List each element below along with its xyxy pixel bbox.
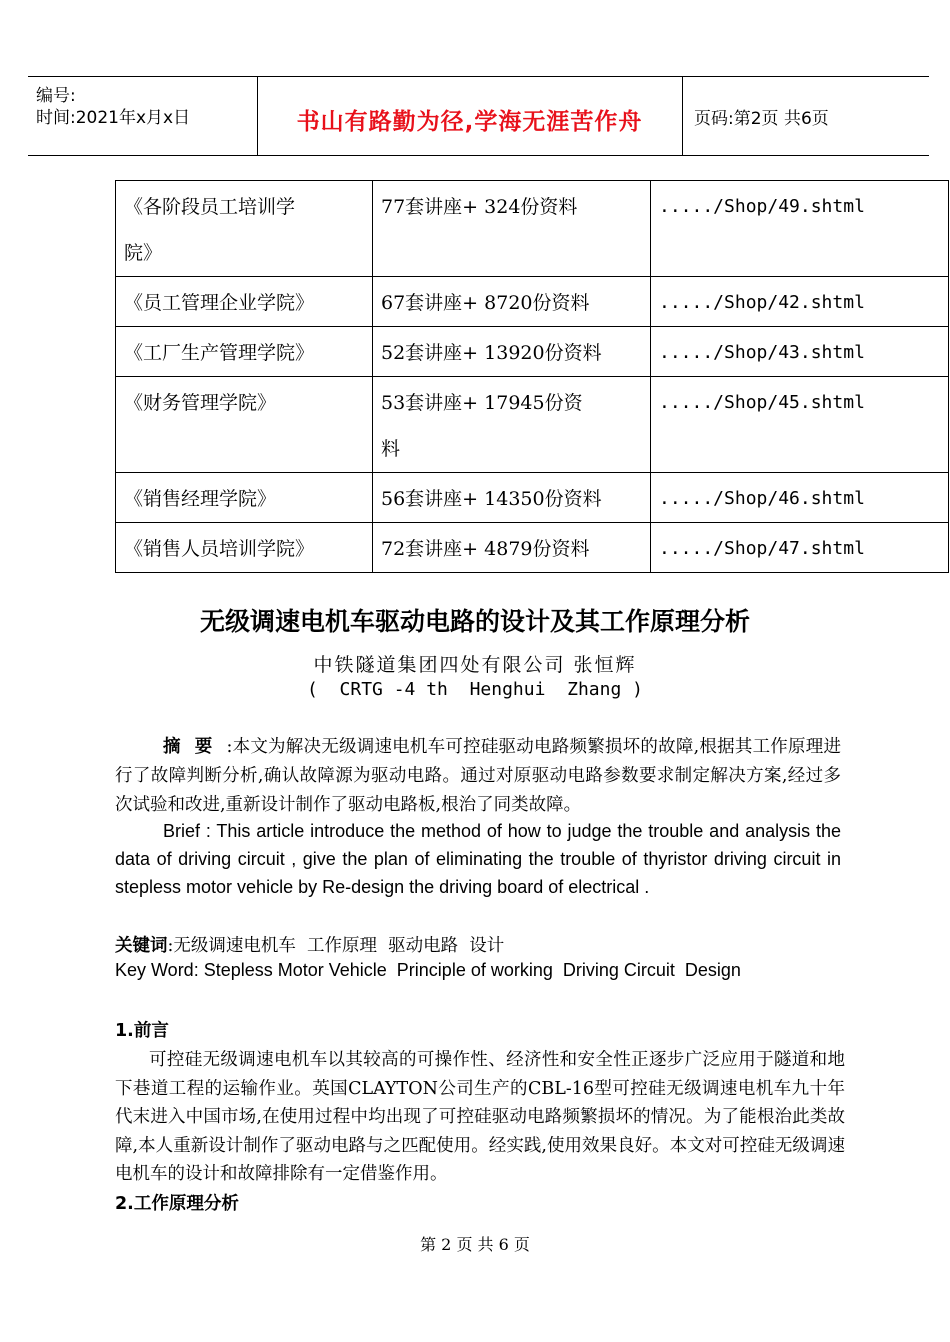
table-row [116,377,949,473]
table-cell-link[interactable]: ...../Shop/43.shtml [651,327,949,377]
section-1-body: 可控硅无级调速电机车以其较高的可操作性、经济性和安全性正逐步广泛应用于隧道和地下巷道工程的运输作业。英国CLAYTON公司生产的CBL-16型可控硅无级调速电机车九十年代末进入中国市场,在使用过程中均出现了可控硅驱动电路频繁损坏的情况。为了能根治此类故障,本人重新设计制作了驱动电路与之匹配使用。经实践,使用效果良好。本文对可控硅无级调速电机车的设计和故障排除有一定借鉴作用。 [115,1050,845,1184]
header-motto: 书山有路勤为径,学海无涯苦作舟 [296,108,643,135]
table-row [116,277,949,327]
header-page-number: 页码:第2页 共6页 [694,108,829,129]
keywords-label: 关键词 [115,936,168,956]
author-english: ( CRTG -4 th Henghui Zhang ) [307,679,643,700]
table-cell-content: 72套讲座+ 4879份资料 [373,523,651,573]
section-1-heading: 1.前言 [115,1021,169,1041]
table-cell-name: 《员工管理企业学院》 [116,277,373,327]
table-cell-name: 《工厂生产管理学院》 [116,327,373,377]
header-page-cell [682,77,929,155]
page-footer: 第 2 页 共 6 页 [420,1235,530,1254]
table-cell-link[interactable]: ...../Shop/42.shtml [651,277,949,327]
table-row [116,327,949,377]
table-cell-link[interactable]: ...../Shop/47.shtml [651,523,949,573]
keywords-english: Key Word: Stepless Motor Vehicle Principle of working Driving Circuit Design [115,960,741,980]
table-cell-link[interactable]: ...../Shop/46.shtml [651,473,949,523]
author-chinese: 中铁隧道集团四处有限公司 张恒辉 [313,654,637,676]
abstract-text: :本文为解决无级调速电机车可控硅驱动电路频繁损坏的故障,根据其工作原理进行了故障判断分析,确认故障源为驱动电路。通过对原驱动电路参数要求制定解决方案,经过多次试验和改进,重新设计制作了驱动电路板,根治了同类故障。 [115,737,841,815]
table-cell-content: 53套讲座+ 17945份资 料 [373,377,651,473]
table-row [116,523,949,573]
header-motto-cell [257,77,683,155]
table-cell-link[interactable]: ...../Shop/45.shtml [651,377,949,473]
article-title: 无级调速电机车驱动电路的设计及其工作原理分析 [199,607,750,636]
abstract-paragraph [115,733,841,820]
table-cell-name: 《各阶段员工培训学 院》 [116,181,373,277]
page-header [28,76,929,156]
abstract-label: 摘要 [163,737,227,757]
table-cell-name: 《财务管理学院》 [116,377,373,473]
table-row [116,181,949,277]
table-cell-link[interactable]: ...../Shop/49.shtml [651,181,949,277]
keywords-chinese [115,932,504,957]
resource-table [115,180,949,573]
table-cell-content: 52套讲座+ 13920份资料 [373,327,651,377]
brief-paragraph: Brief : This article introduce the method of how to judge the trouble and analysis the data of driving circuit , give the plan of eliminating the trouble of thyristor driving circuit in stepless motor vehicle by Re-design the driving board of electrical . [115,821,841,897]
document-number-label: 编号: [36,86,76,106]
document-time-label: 时间:2021年x月x日 [36,108,191,128]
section-2-heading: 2.工作原理分析 [115,1194,239,1214]
table-cell-name: 《销售经理学院》 [116,473,373,523]
table-cell-content: 67套讲座+ 8720份资料 [373,277,651,327]
table-cell-content: 77套讲座+ 324份资料 [373,181,651,277]
header-meta-cell [28,77,258,155]
table-row [116,473,949,523]
keywords-chinese-text: :无级调速电机车 工作原理 驱动电路 设计 [167,936,505,956]
table-cell-name: 《销售人员培训学院》 [116,523,373,573]
table-cell-content: 56套讲座+ 14350份资料 [373,473,651,523]
